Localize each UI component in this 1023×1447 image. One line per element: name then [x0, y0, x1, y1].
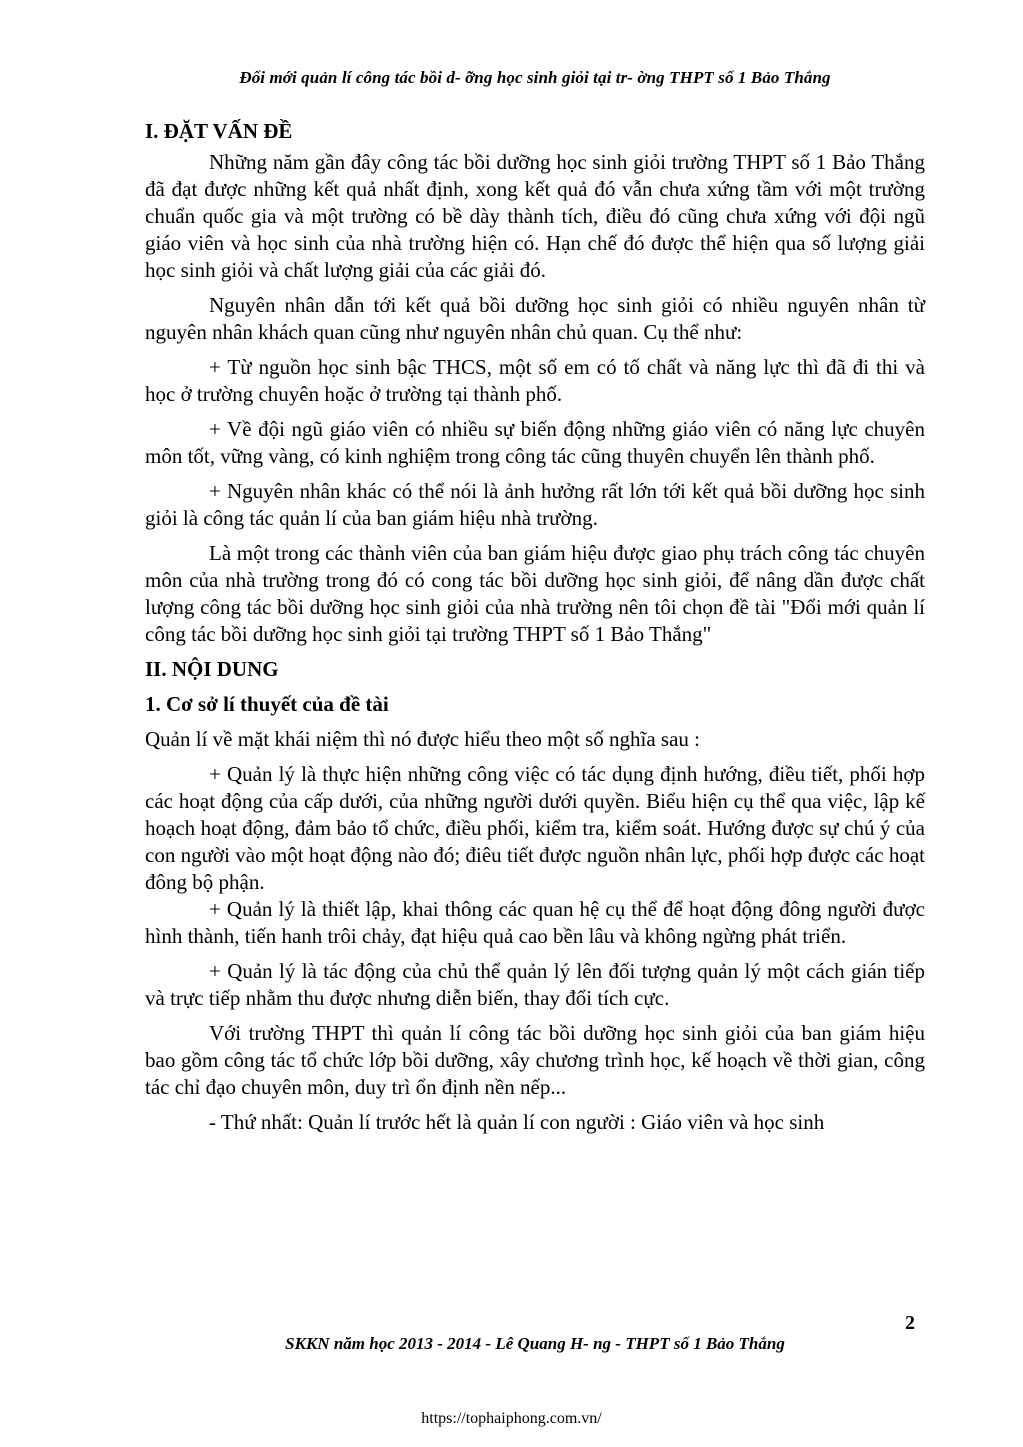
- section-heading-1: I. ĐẶT VẤN ĐỀ: [145, 119, 293, 143]
- paragraph: + Quản lý là tác động của chủ thể quản lý lên đối tượng quản lý một cách gián tiếp và trực tiếp nhằm thu được nhưng diễn biến, thay đổi tích cực.: [145, 959, 925, 1010]
- paragraph: + Quản lý là thiết lập, khai thông các quan hệ cụ thể để hoạt động đông người được hình thành, tiến hanh trôi chảy, đạt hiệu quả cao bền lâu và không ngừng phát triển.: [145, 897, 925, 948]
- paragraph: Nguyên nhân dẫn tới kết quả bồi dưỡng học sinh giỏi có nhiều nguyên nhân từ nguyên nhân khách quan cũng như nguyên nhân chủ quan. Cụ thể như:: [145, 293, 925, 344]
- paragraph: - Thứ nhất: Quản lí trước hết là quản lí con người : Giáo viên và học sinh: [209, 1110, 825, 1134]
- paragraph: + Quản lý là thực hiện những công việc có tác dụng định hướng, điều tiết, phối hợp các hoạt động của cấp dưới, của những người dưới quyền. Biểu hiện cụ thể qua việc, lập kế hoạch hoạt động, đảm bảo tổ chức, điều phối, kiểm tra, kiểm soát. Hướng được sự chú ý của con người vào một hoạt động nào đó; điêu tiết được nguồn nhân lực, phối hợp được các hoạt đông bộ phận.: [145, 762, 925, 894]
- paragraph: + Từ nguồn học sinh bậc THCS, một số em có tố chất và năng lực thì đã đi thi và học ở trường chuyên hoặc ở trường tại thành phố.: [145, 355, 925, 406]
- section-heading-2: II. NỘI DUNG: [145, 657, 279, 681]
- running-footer: SKKN năm học 2013 - 2014 - Lê Quang H- ng - THPT số 1 Bảo Thắng: [285, 1334, 785, 1353]
- document-body: [145, 118, 925, 1144]
- running-header: Đổi mới quản lí công tác bồi d- ỡng học sinh giỏi tại tr- ờng THPT số 1 Bảo Thắng: [239, 68, 831, 87]
- paragraph: + Về đội ngũ giáo viên có nhiều sự biến động những giáo viên có năng lực chuyên môn tốt, vững vàng, có kinh nghiệm trong công tác cũng thuyên chuyển lên thành phố.: [145, 417, 925, 468]
- paragraph: Là một trong các thành viên của ban giám hiệu được giao phụ trách công tác chuyên môn của nhà trường trong đó có cong tác bồi dưỡng học sinh giỏi, để nâng dần được chất lượng công tác bồi dưỡng học sinh giỏi của nhà trường nên tôi chọn đề tài "Đổi mới quản lí công tác bồi dưỡng học sinh giỏi tại trường THPT số 1 Bảo Thắng": [145, 541, 925, 646]
- paragraph: Những năm gần đây công tác bồi dưỡng học sinh giỏi trường THPT số 1 Bảo Thắng đã đạt được những kết quả nhất định, xong kết quả đó vẫn chưa xứng tầm với một trường chuẩn quốc gia và một trường có bề dày thành tích, điều đó cũng chưa xứng với đội ngũ giáo viên và học sinh của nhà trường hiện có. Hạn chế đó được thể hiện qua số lượng giải học sinh giỏi và chất lượng giải của các giải đó.: [145, 150, 925, 282]
- paragraph: Với trường THPT thì quản lí công tác bồi dưỡng học sinh giỏi của ban giám hiệu bao gồm công tác tổ chức lớp bồi dưỡng, xây chương trình học, kế hoạch về thời gian, công tác chỉ đạo chuyên môn, duy trì ổn định nền nếp...: [145, 1021, 925, 1099]
- paragraph: + Nguyên nhân khác có thể nói là ảnh hưởng rất lớn tới kết quả bồi dưỡng học sinh giỏi là công tác quản lí của ban giám hiệu nhà trường.: [145, 479, 925, 530]
- paragraph: Quản lí về mặt khái niệm thì nó được hiểu theo một số nghĩa sau :: [145, 727, 700, 751]
- subsection-heading: 1. Cơ sở lí thuyết của đề tài: [145, 692, 389, 716]
- source-url: https://tophaiphong.com.vn/: [421, 1410, 602, 1427]
- page-number: 2: [905, 1312, 915, 1334]
